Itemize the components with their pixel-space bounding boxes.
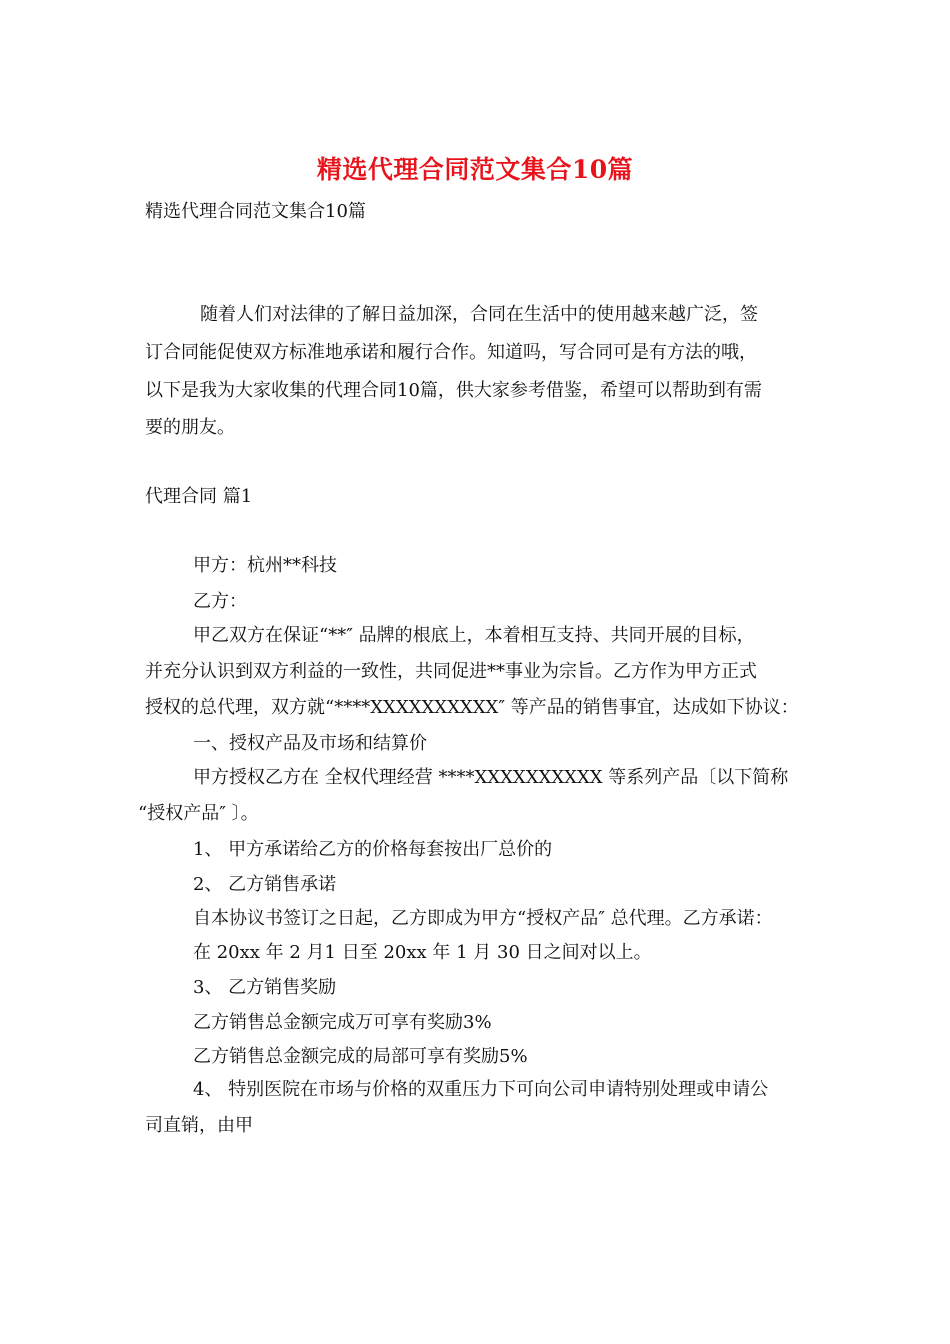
purpose-line-3: 授权的总代理，双方就“****XXXXXXXXXX″ 等产品的销售事宜，达成如下协议： — [145, 697, 799, 718]
intro-line-3: 以下是我为大家收集的代理合同10篇，供大家参考借鉴，希望可以帮助到有需 — [145, 380, 762, 401]
item4-line-1: 4、 特别医院在市场与价格的双重压力下可向公司申请特别处理或申请公 — [193, 1079, 769, 1100]
clause1-line-1: 甲方授权乙方在 全权代理经营 ****XXXXXXXXXX 等系列产品〔以下简称 — [193, 767, 789, 788]
item2-line-1: 自本协议书签订之日起，乙方即成为甲方“授权产品″ 总代理。乙方承诺： — [193, 908, 773, 929]
document-title: 精选代理合同范文集合10篇 — [316, 155, 634, 184]
purpose-line-2: 并充分认识到双方利益的一致性，共同促进**事业为宗旨。乙方作为甲方正式 — [145, 661, 757, 682]
section-heading: 代理合同 篇1 — [145, 486, 253, 507]
clause1-line-2: “授权产品″ 〕。 — [138, 803, 259, 824]
item-3: 3、 乙方销售奖励 — [193, 977, 337, 998]
purpose-line-1: 甲乙双方在保证“**″ 品牌的根底上，本着相互支持、共同开展的目标， — [193, 625, 755, 646]
clause1-heading: 一、授权产品及市场和结算价 — [193, 733, 427, 754]
party-b: 乙方： — [193, 591, 247, 612]
intro-line-2: 订合同能促使双方标准地承诺和履行合作。知道吗，写合同可是有方法的哦， — [145, 342, 757, 363]
item4-line-2: 司直销，由甲 — [145, 1115, 253, 1136]
intro-line-1: 随着人们对法律的了解日益加深，合同在生活中的使用越来越广泛，签 — [200, 304, 758, 325]
intro-line-4: 要的朋友。 — [145, 417, 235, 438]
item3-line-1: 乙方销售总金额完成万可享有奖励3% — [193, 1012, 492, 1033]
item2-line-2: 在 20xx 年 2 月1 日至 20xx 年 1 月 30 日之间对以上。 — [193, 942, 652, 963]
party-a: 甲方：杭州**科技 — [193, 555, 337, 576]
item-1: 1、 甲方承诺给乙方的价格每套按出厂总价的 — [193, 839, 553, 860]
document-subtitle: 精选代理合同范文集合10篇 — [145, 201, 366, 222]
item-2: 2、 乙方销售承诺 — [193, 874, 337, 895]
item3-line-2: 乙方销售总金额完成的局部可享有奖励5% — [193, 1046, 528, 1067]
